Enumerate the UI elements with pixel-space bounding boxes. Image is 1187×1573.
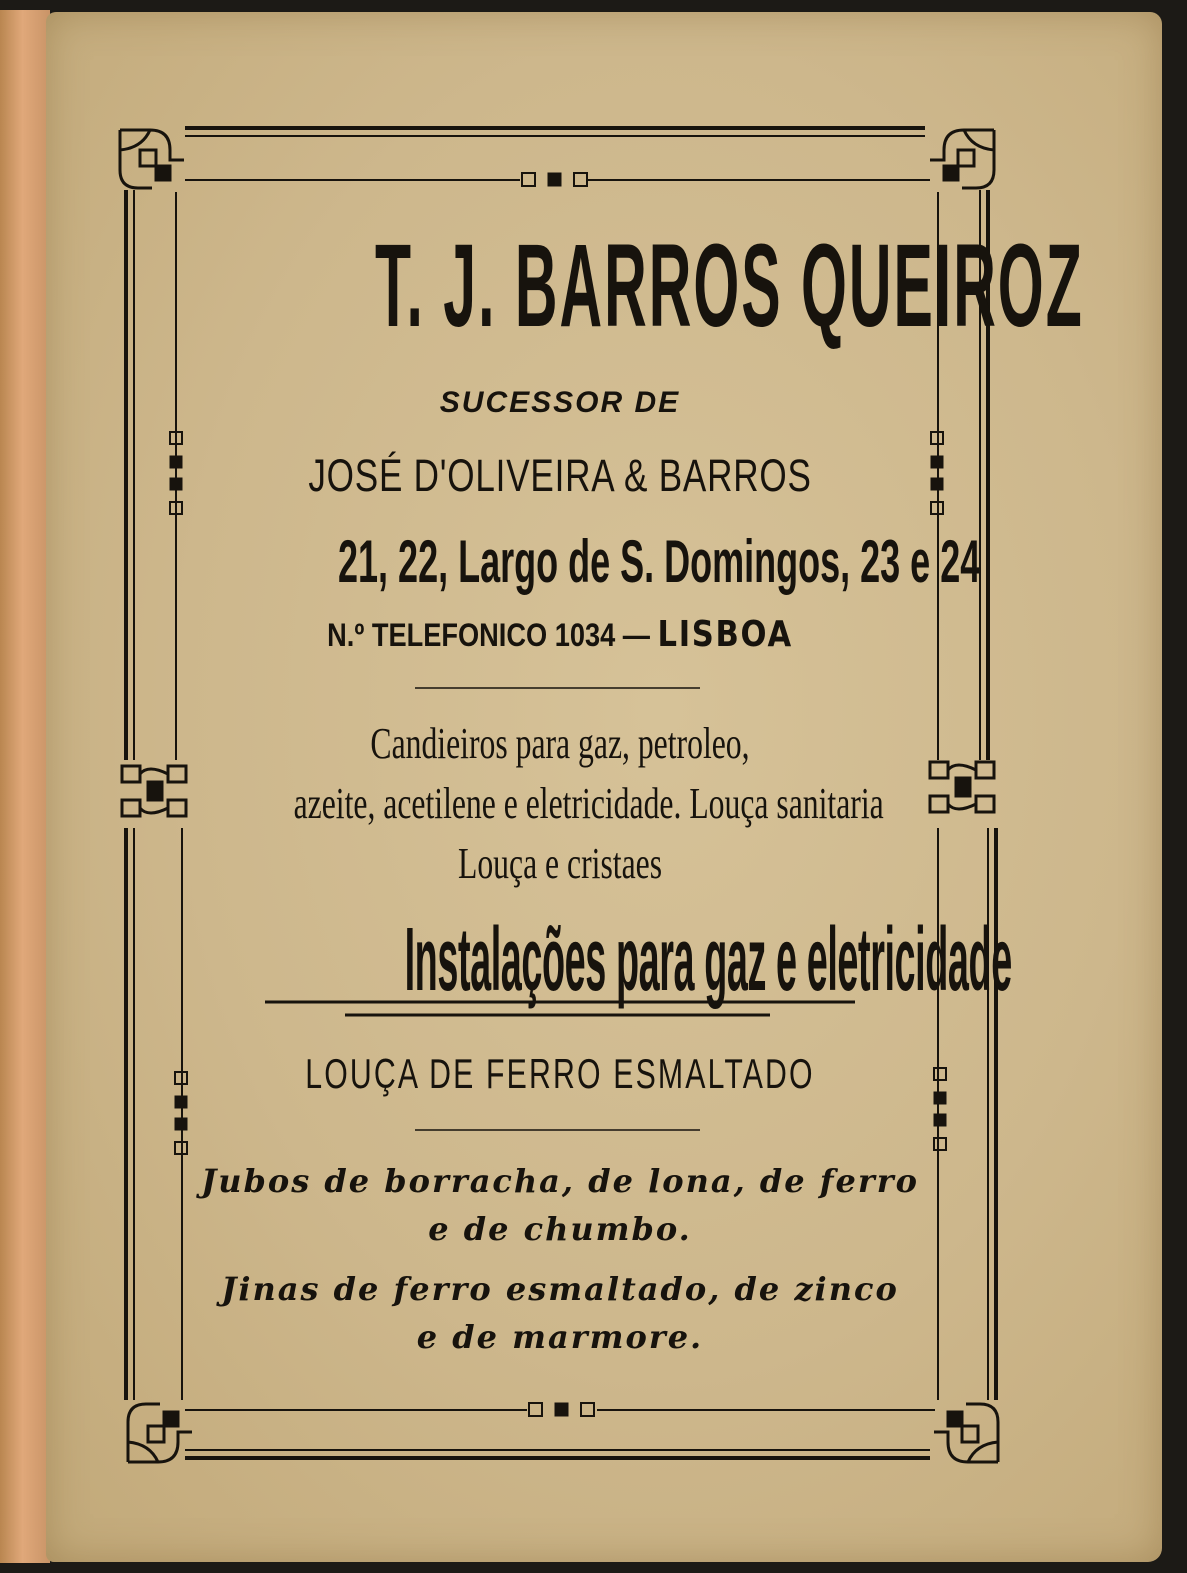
phone-label: N.º TELEFONICO 1034 — — [327, 617, 650, 653]
successor-label: SUCESSOR DE — [439, 386, 681, 419]
company-name: T. J. BARROS QUEIROZ — [375, 220, 1084, 352]
tanks-line-1: Jinas de ferro esmaltado, de zinco — [221, 1270, 899, 1308]
enamel-ware-line: LOUÇA DE FERRO ESMALTADO — [305, 1050, 815, 1097]
products-line-3: Louça e cristaes — [457, 839, 663, 888]
phone-line — [246, 614, 875, 655]
products-line-1: Candieiros para gaz, petroleo, — [370, 719, 750, 768]
predecessor-name: JOSÉ D'OLIVEIRA & BARROS — [308, 450, 812, 501]
city-name: LISBOA — [657, 614, 793, 655]
tanks-line-2: e de marmore. — [416, 1318, 704, 1356]
tubes-line-1: Jubos de borracha, de lona, de ferro — [201, 1162, 919, 1200]
address-line: 21, 22, Largo de S. Domingos, 23 e 24 — [338, 528, 981, 595]
installations-heading: Instalações para gaz e eletricidade — [404, 910, 1012, 1010]
tubes-line-2: e de chumbo. — [428, 1210, 692, 1248]
products-line-2: azeite, acetilene e eletricidade. Louça sanitaria — [293, 779, 884, 828]
